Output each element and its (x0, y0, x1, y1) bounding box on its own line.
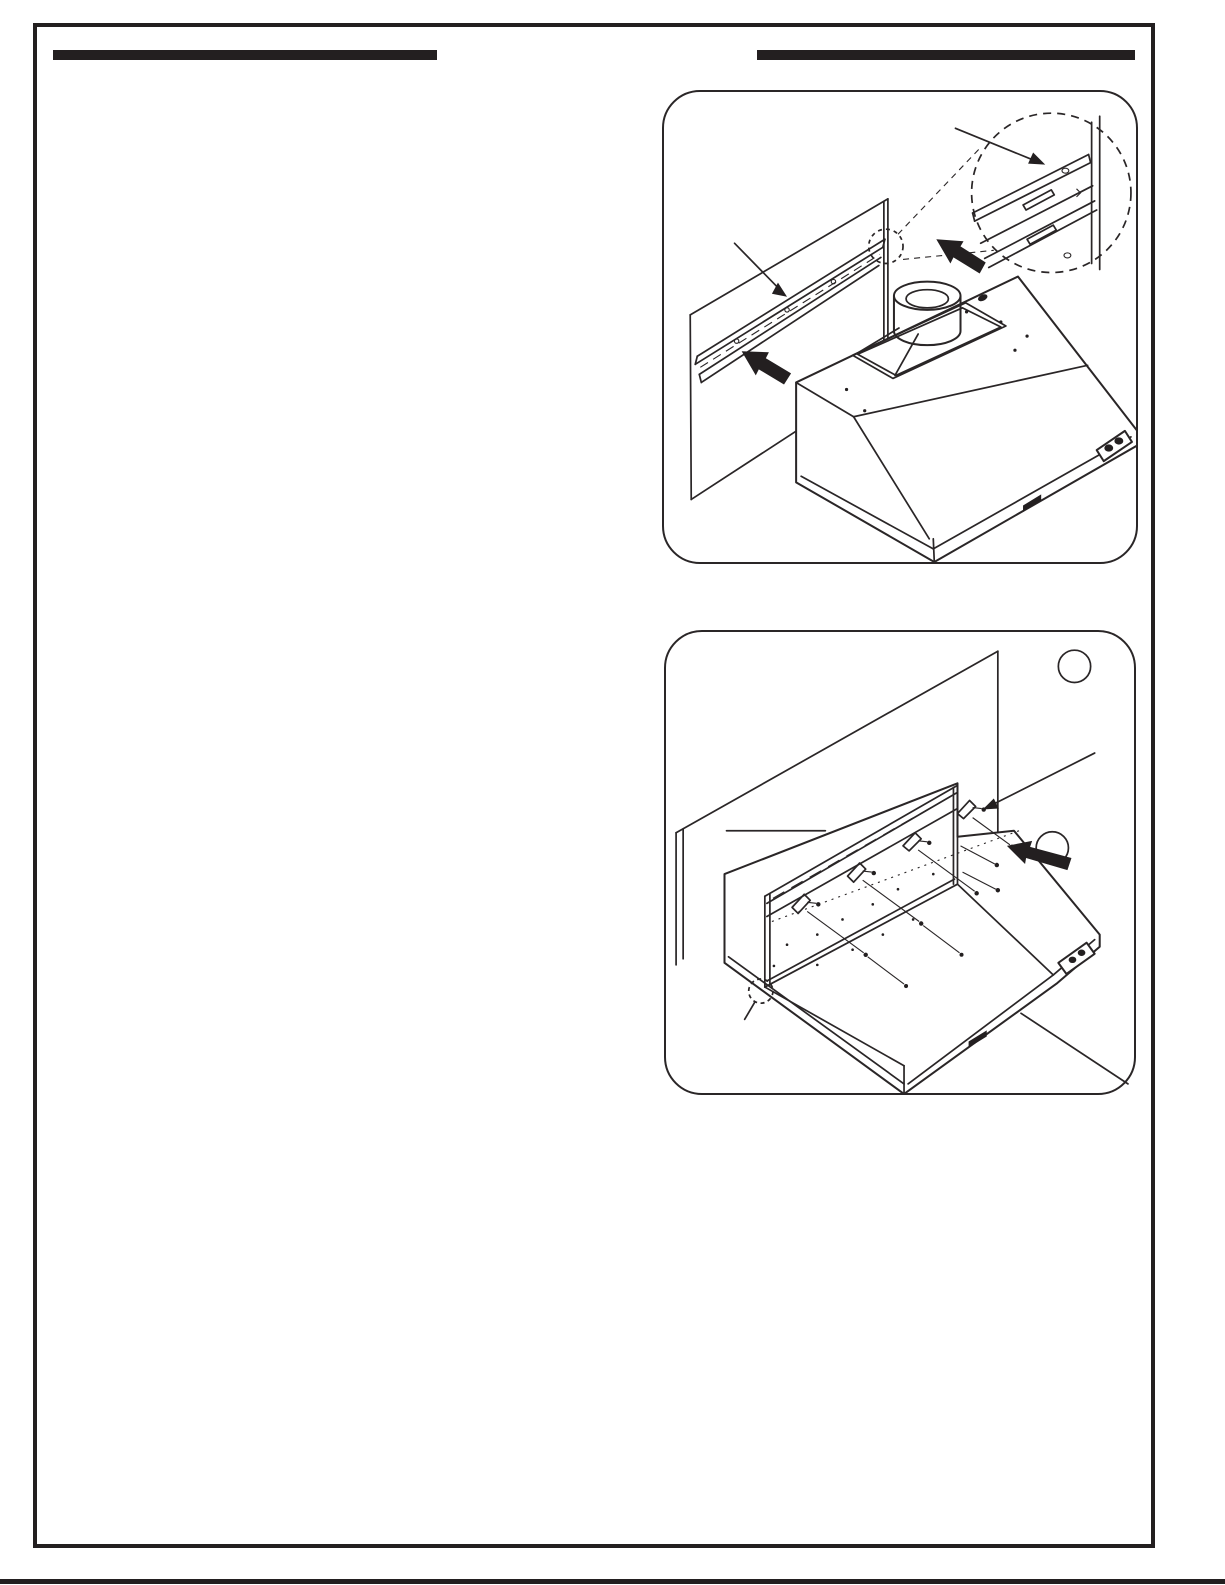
bracket-screw-hole (1062, 168, 1069, 173)
header-rule-right (757, 50, 1135, 60)
bracket-screw-hole (1064, 253, 1071, 258)
header-rule-left (53, 50, 437, 60)
figure-2-drawing (666, 632, 1134, 1093)
counter-line (1021, 1013, 1128, 1084)
range-hood-rear (725, 783, 1100, 1093)
page-bottom-rule (0, 1579, 1225, 1584)
direction-arrow-center (936, 239, 985, 273)
control-knob (1104, 444, 1113, 451)
direction-arrow-left (742, 351, 791, 384)
bracket-detail-callout (972, 113, 1131, 272)
leader-arrow-top-screw (983, 753, 1095, 809)
figure-hood-bracket-alignment (662, 90, 1138, 564)
figure-1-drawing (664, 92, 1136, 562)
range-hood (796, 277, 1136, 562)
control-knob (1114, 437, 1123, 444)
callout-circle-top (1058, 650, 1090, 682)
figure-hood-mounting-screws (664, 630, 1136, 1095)
leader-arrow-to-bracket (735, 243, 787, 296)
